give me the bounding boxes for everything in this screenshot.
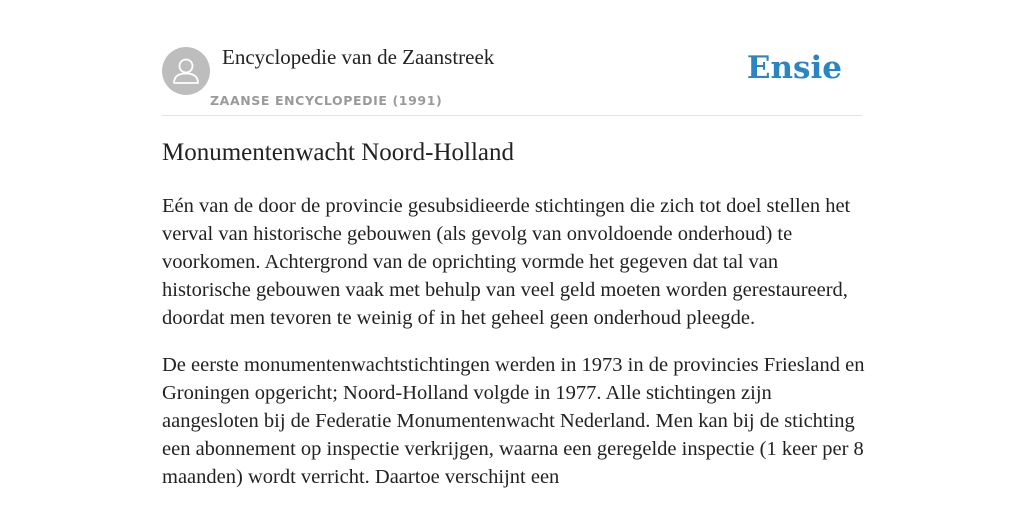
ensie-logo-link[interactable]: Ensie (746, 50, 842, 86)
source-subtitle: ZAANSE ENCYCLOPEDIE (1991) (210, 93, 443, 108)
article-title: Monumentenwacht Noord-Holland (162, 139, 515, 166)
article-paragraph-1: Eén van de door de provincie gesubsidieerde stichtingen die zich tot doel stellen het verval van historische gebouwen (als gevolg van onvoldoende onderhoud) te voorkomen. Achtergrond van de oprichting vormde het gegeven dat tal van historische gebouwen vaak met behulp van veel geld moeten worden gerestaureerd, doordat men tevoren te weinig of in het geheel geen onderhoud pleegde. (162, 195, 851, 329)
page-container (162, 0, 865, 488)
user-avatar-icon[interactable] (162, 47, 210, 95)
person-outline-icon (162, 47, 210, 95)
source-header (162, 0, 862, 116)
article-paragraph-2: De eerste monumentenwachtstichtingen werden in 1973 in de provincies Friesland en Groningen opgericht; Noord-Holland volgde in 1977. Alle stichtingen zijn aangesloten bij de Federatie Monumentenwacht Nederland. Men kan bij de stichting een abonnement op inspectie verkrijgen, waarna een geregelde inspectie (1 keer per 8 maanden) wordt verricht. Daartoe verschijnt een (162, 354, 865, 488)
article-body (162, 192, 867, 510)
source-title-link[interactable]: Encyclopedie van de Zaanstreek (222, 45, 495, 69)
